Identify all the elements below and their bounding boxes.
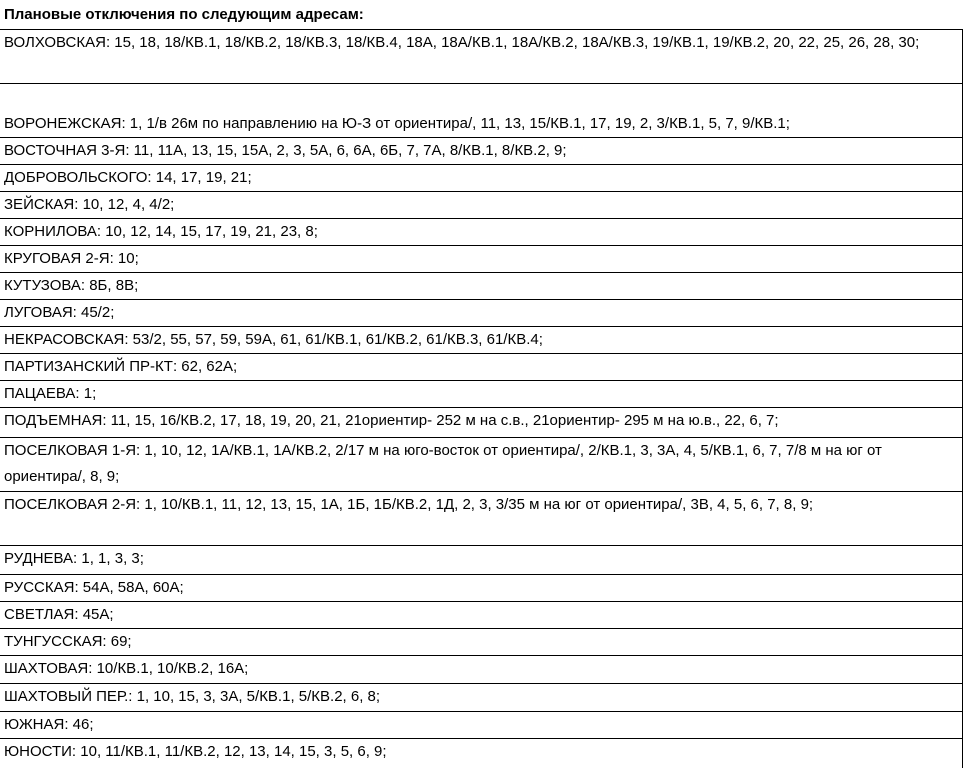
row-text: ЮНОСТИ: 10, 11/КВ.1, 11/КВ.2, 12, 13, 14, 15, 3, 5, 6, 9; <box>4 743 387 760</box>
row-text: ПОСЕЛКОВАЯ 2-Я: 1, 10/КВ.1, 11, 12, 13, 15, 1А, 1Б, 1Б/КВ.2, 1Д, 2, 3, 3/35 м на юг от ориентира/, 3В, 4, 5, 6, 7, 8, 9; <box>4 496 814 513</box>
table-row <box>0 438 963 492</box>
table-row <box>0 246 963 273</box>
table-row <box>0 656 963 684</box>
table-row <box>0 354 963 381</box>
table-row <box>0 327 963 354</box>
table-row <box>0 165 963 192</box>
row-text: ПАРТИЗАНСКИЙ ПР-КТ: 62, 62А; <box>4 358 238 375</box>
row-text: ПОДЪЕМНАЯ: 11, 15, 16/КВ.2, 17, 18, 19, 20, 21, 21ориентир- 252 м на с.в., 21ориентир- 295 м на ю.в., 22, 6, 7; <box>4 412 779 429</box>
row-text: ШАХТОВЫЙ ПЕР.: 1, 10, 15, 3, 3А, 5/КВ.1, 5/КВ.2, 6, 8; <box>4 688 381 705</box>
table-row <box>0 219 963 246</box>
row-text: ДОБРОВОЛЬСКОГО: 14, 17, 19, 21; <box>4 169 252 186</box>
row-text: ВОРОНЕЖСКАЯ: 1, 1/в 26м по направлению на Ю-З от ориентира/, 11, 13, 15/КВ.1, 17, 19, 2, 3/КВ.1, 5, 7, 9/КВ.1; <box>4 115 790 132</box>
row-text: СВЕТЛАЯ: 45А; <box>4 606 114 623</box>
table-row <box>0 138 963 165</box>
table-row <box>0 602 963 629</box>
row-text: ШАХТОВАЯ: 10/КВ.1, 10/КВ.2, 16А; <box>4 660 249 677</box>
row-text: НЕКРАСОВСКАЯ: 53/2, 55, 57, 59, 59А, 61, 61/КВ.1, 61/КВ.2, 61/КВ.3, 61/КВ.4; <box>4 331 543 348</box>
table-row <box>0 629 963 656</box>
table-row <box>0 684 963 712</box>
row-text: ПАЦАЕВА: 1; <box>4 385 97 402</box>
row-text: ВОЛХОВСКАЯ: 15, 18, 18/КВ.1, 18/КВ.2, 18/КВ.3, 18/КВ.4, 18А, 18А/КВ.1, 18А/КВ.2, 18А/КВ.3, 19/КВ.1, 19/КВ.2, 20, 22, 25, 26, 28, 30; <box>4 34 920 51</box>
table-row <box>0 381 963 408</box>
header-title: Плановые отключения по следующим адресам: <box>4 6 364 23</box>
table-row <box>0 30 963 84</box>
table-row <box>0 408 963 438</box>
row-text: КУТУЗОВА: 8Б, 8В; <box>4 277 139 294</box>
row-text: ТУНГУССКАЯ: 69; <box>4 633 132 650</box>
row-text: РУССКАЯ: 54А, 58А, 60А; <box>4 579 184 596</box>
table-row <box>0 192 963 219</box>
row-text: ЗЕЙСКАЯ: 10, 12, 4, 4/2; <box>4 196 175 213</box>
row-text: КОРНИЛОВА: 10, 12, 14, 15, 17, 19, 21, 23, 8; <box>4 223 318 240</box>
table-row <box>0 575 963 602</box>
row-text: ВОСТОЧНАЯ 3-Я: 11, 11А, 13, 15, 15А, 2, 3, 5А, 6, 6А, 6Б, 7, 7А, 8/КВ.1, 8/КВ.2, 9; <box>4 142 567 159</box>
table-row <box>0 84 963 138</box>
table-header <box>0 0 963 30</box>
table-row <box>0 300 963 327</box>
table-row <box>0 492 963 546</box>
row-text: КРУГОВАЯ 2-Я: 10; <box>4 250 139 267</box>
row-text: РУДНЕВА: 1, 1, 3, 3; <box>4 550 144 567</box>
table-row <box>0 712 963 739</box>
table-row <box>0 546 963 575</box>
table-row <box>0 273 963 300</box>
row-text: ЛУГОВАЯ: 45/2; <box>4 304 115 321</box>
row-text: ЮЖНАЯ: 46; <box>4 716 94 733</box>
table-row <box>0 739 963 768</box>
row-text: ПОСЕЛКОВАЯ 1-Я: 1, 10, 12, 1А/КВ.1, 1А/КВ.2, 2/17 м на юго-восток от ориентира/, 2/КВ.1, 3, 3А, 4, 5/КВ.1, 6, 7, 7/8 м на юг от ориентира/, 8, 9; <box>4 442 882 485</box>
